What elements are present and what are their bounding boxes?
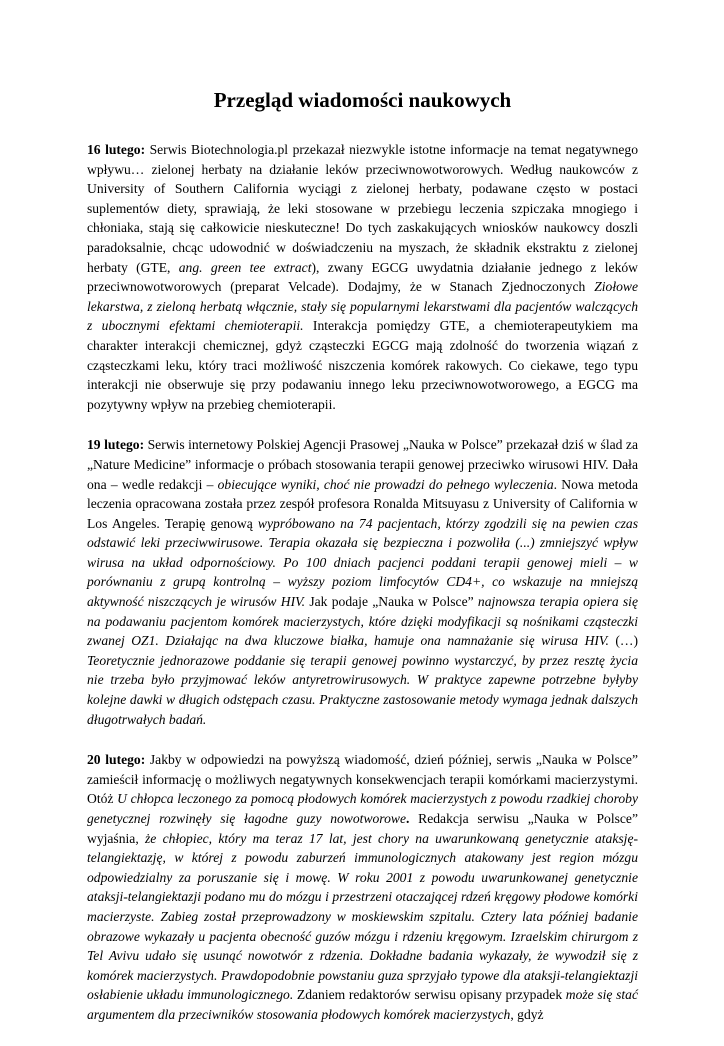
entry-text-italic: obiecujące wyniki, choć nie prowadzi do pełnego wyleczenia [217, 476, 554, 492]
entry-text: ), zwany EGCG uwydatnia działanie jednego z leków przeciwnowotworowych (preparat Velcade). Dodajmy, że w Stanach Zjednoczonych [87, 259, 638, 295]
entry-text-italic: U chłopca leczonego za pomocą płodowych komórek macierzystych z powodu rzadkiej choroby genetycznej rozwinęły się łagodne guzy nowotworowe [87, 791, 638, 826]
entry-text-italic: najnowsza terapia opiera się na podawaniu pacjentom komórek macierzystych, które dzięki modyfikacji są nośnikami cząsteczki zwanej OZ1. Działając na dwa kluczowe białka, hamuje ona namnażanie się wirusa HIV. [87, 594, 638, 649]
news-entry [87, 435, 638, 729]
entry-text-italic: ang. green tee extract [178, 259, 312, 275]
entry-text-italic: może się stać argumentem dla przeciwników stosowania płodowych komórek macierzystych [87, 987, 639, 1022]
entry-text-italic: wypróbowano na 74 pacjentach, którzy zgodzili się na pewien czas odstawić leki przeciwwirusowe. Terapia okazała się bezpieczna i pozwoliła (...) zmniejszyć wpływ wirusa na układ odpornościowy. Po 100 dniach pacjenci poddani terapii genowej mieli – w porównaniu z grupą kontrolną – wyższy poziom limfocytów CD4+, co wskazuje na mniejszą aktywność niszczących je wirusów HIV. [87, 515, 638, 610]
document-page [87, 86, 638, 1046]
entry-date: 19 lutego: [87, 437, 145, 453]
entry-text: Serwis internetowy Polskiej Agencji Prasowej „Nauka w Polsce” przekazał dziś w ślad za „Nature Medicine” informacje o próbach stosowania terapii genowej przeciwko wirusowi HIV. Dała ona – wedle redakcji – [87, 437, 638, 492]
entry-text-bold: . [406, 811, 410, 826]
page-title: Przegląd wiadomości naukowych [213, 88, 512, 112]
entry-date: 20 lutego: [87, 752, 146, 768]
news-entry [87, 750, 638, 1024]
entry-text: Zdaniem redaktorów serwisu opisany przypadek [293, 987, 566, 1003]
entry-text: , gdyż [510, 1006, 544, 1022]
entry-text: Interakcja pomiędzy GTE, a chemioterapeutykiem ma charakter interakcji chemicznej, gdyż cząsteczki EGCG mają zdolność do tworzenia wiązań z cząsteczkami leku, który traci możliwość niszczenia komórek rakowych. Co ciekawe, tego typu interakcji nie obserwuje się przy podawaniu innego leku przeciwnowotworowego, a EGCG ma pozytywny wpływ na przebieg chemioterapii. [87, 318, 638, 412]
entry-text-italic: Ziołowe lekarstwa, z zieloną herbatą włącznie, stały się popularnymi lekarstwami dla pacjentów walczących z ubocznymi efektami chemioterapii. [87, 279, 638, 334]
entry-text-italic: że chłopiec, który ma teraz 17 lat, jest chory na uwarunkowaną genetycznie ataksję-telangiektazję, w której z powodu zaburzeń immunologicznych atakowany jest region mózgu odpowiedzialny za poruszanie się i mowę. W roku 2001 z powodu uwarunkowanej genetycznie ataksji-telangiektazji podano mu do mózgu i przestrzeni otaczającej rdzeń kręgowy płodowe komórki macierzyste. Zabieg został przeprowadzony w moskiewskim szpitalu. Cztery lata później badanie obrazowe wykazały u pacjenta obecność guzów mózgu i rdzeniu kręgowym. Izraelskim chirurgom z Tel Avivu udało się usunąć nowotwór z rdzenia. Dokładne badania wykazały, że wywodził się z komórek macierzystych. Prawdopodobnie powstaniu guza sprzyjało typowe dla ataksji-telangiektazji osłabienie układu immunologicznego. [87, 830, 638, 1003]
entry-text: Jak podaje „Nauka w Polsce” [305, 594, 478, 610]
news-entry [87, 140, 638, 414]
entry-text-italic: Teoretycznie jednorazowe poddanie się terapii genowej powinno wystarczyć, by przez resztę życia nie trzeba było przyjmować leków antyretrowirusowych. W praktyce zapewne potrzebne byłyby kolejne dawki w długich odstępach czasu. Praktyczne zastosowanie metody wymaga jednak dalszych długotrwałych badań. [87, 652, 638, 727]
entry-text: Redakcja serwisu „Nauka w Polsce” wyjaśnia, [87, 811, 638, 846]
entry-text: (…) [608, 633, 638, 649]
entry-text: Jakby w odpowiedzi na powyższą wiadomość, dzień później, serwis „Nauka w Polsce” zamieścił informację o możliwych negatywnych konsekwencjach terapii komórkami macierzystymi. Otóż [87, 752, 638, 807]
entry-text: . Nowa metoda leczenia opracowana została przez zespół profesora Ronalda Mitsuyasu z University of California w Los Angeles. Terapię genową [87, 476, 638, 531]
entry-text: Serwis Biotechnologia.pl przekazał niezwykle istotne informacje na temat negatywnego wpływu… zielonej herbaty na działanie leków przeciwnowotworowych. Według naukowców z University of Southern California wyciągi z zielonej herbaty, podawane często w postaci suplementów diety, sprawiają, że leki stosowane w przebiegu leczenia szpiczaka mnogiego i chłoniaka, stają się całkowicie nieskuteczne! Do tych zaskakujących wniosków naukowcy doszli paradoksalnie, chcąc udowodnić w doświadczeniu na myszach, że składnik ekstraktu z zielonej herbaty (GTE, [87, 142, 638, 275]
entry-date: 16 lutego: [87, 142, 146, 157]
